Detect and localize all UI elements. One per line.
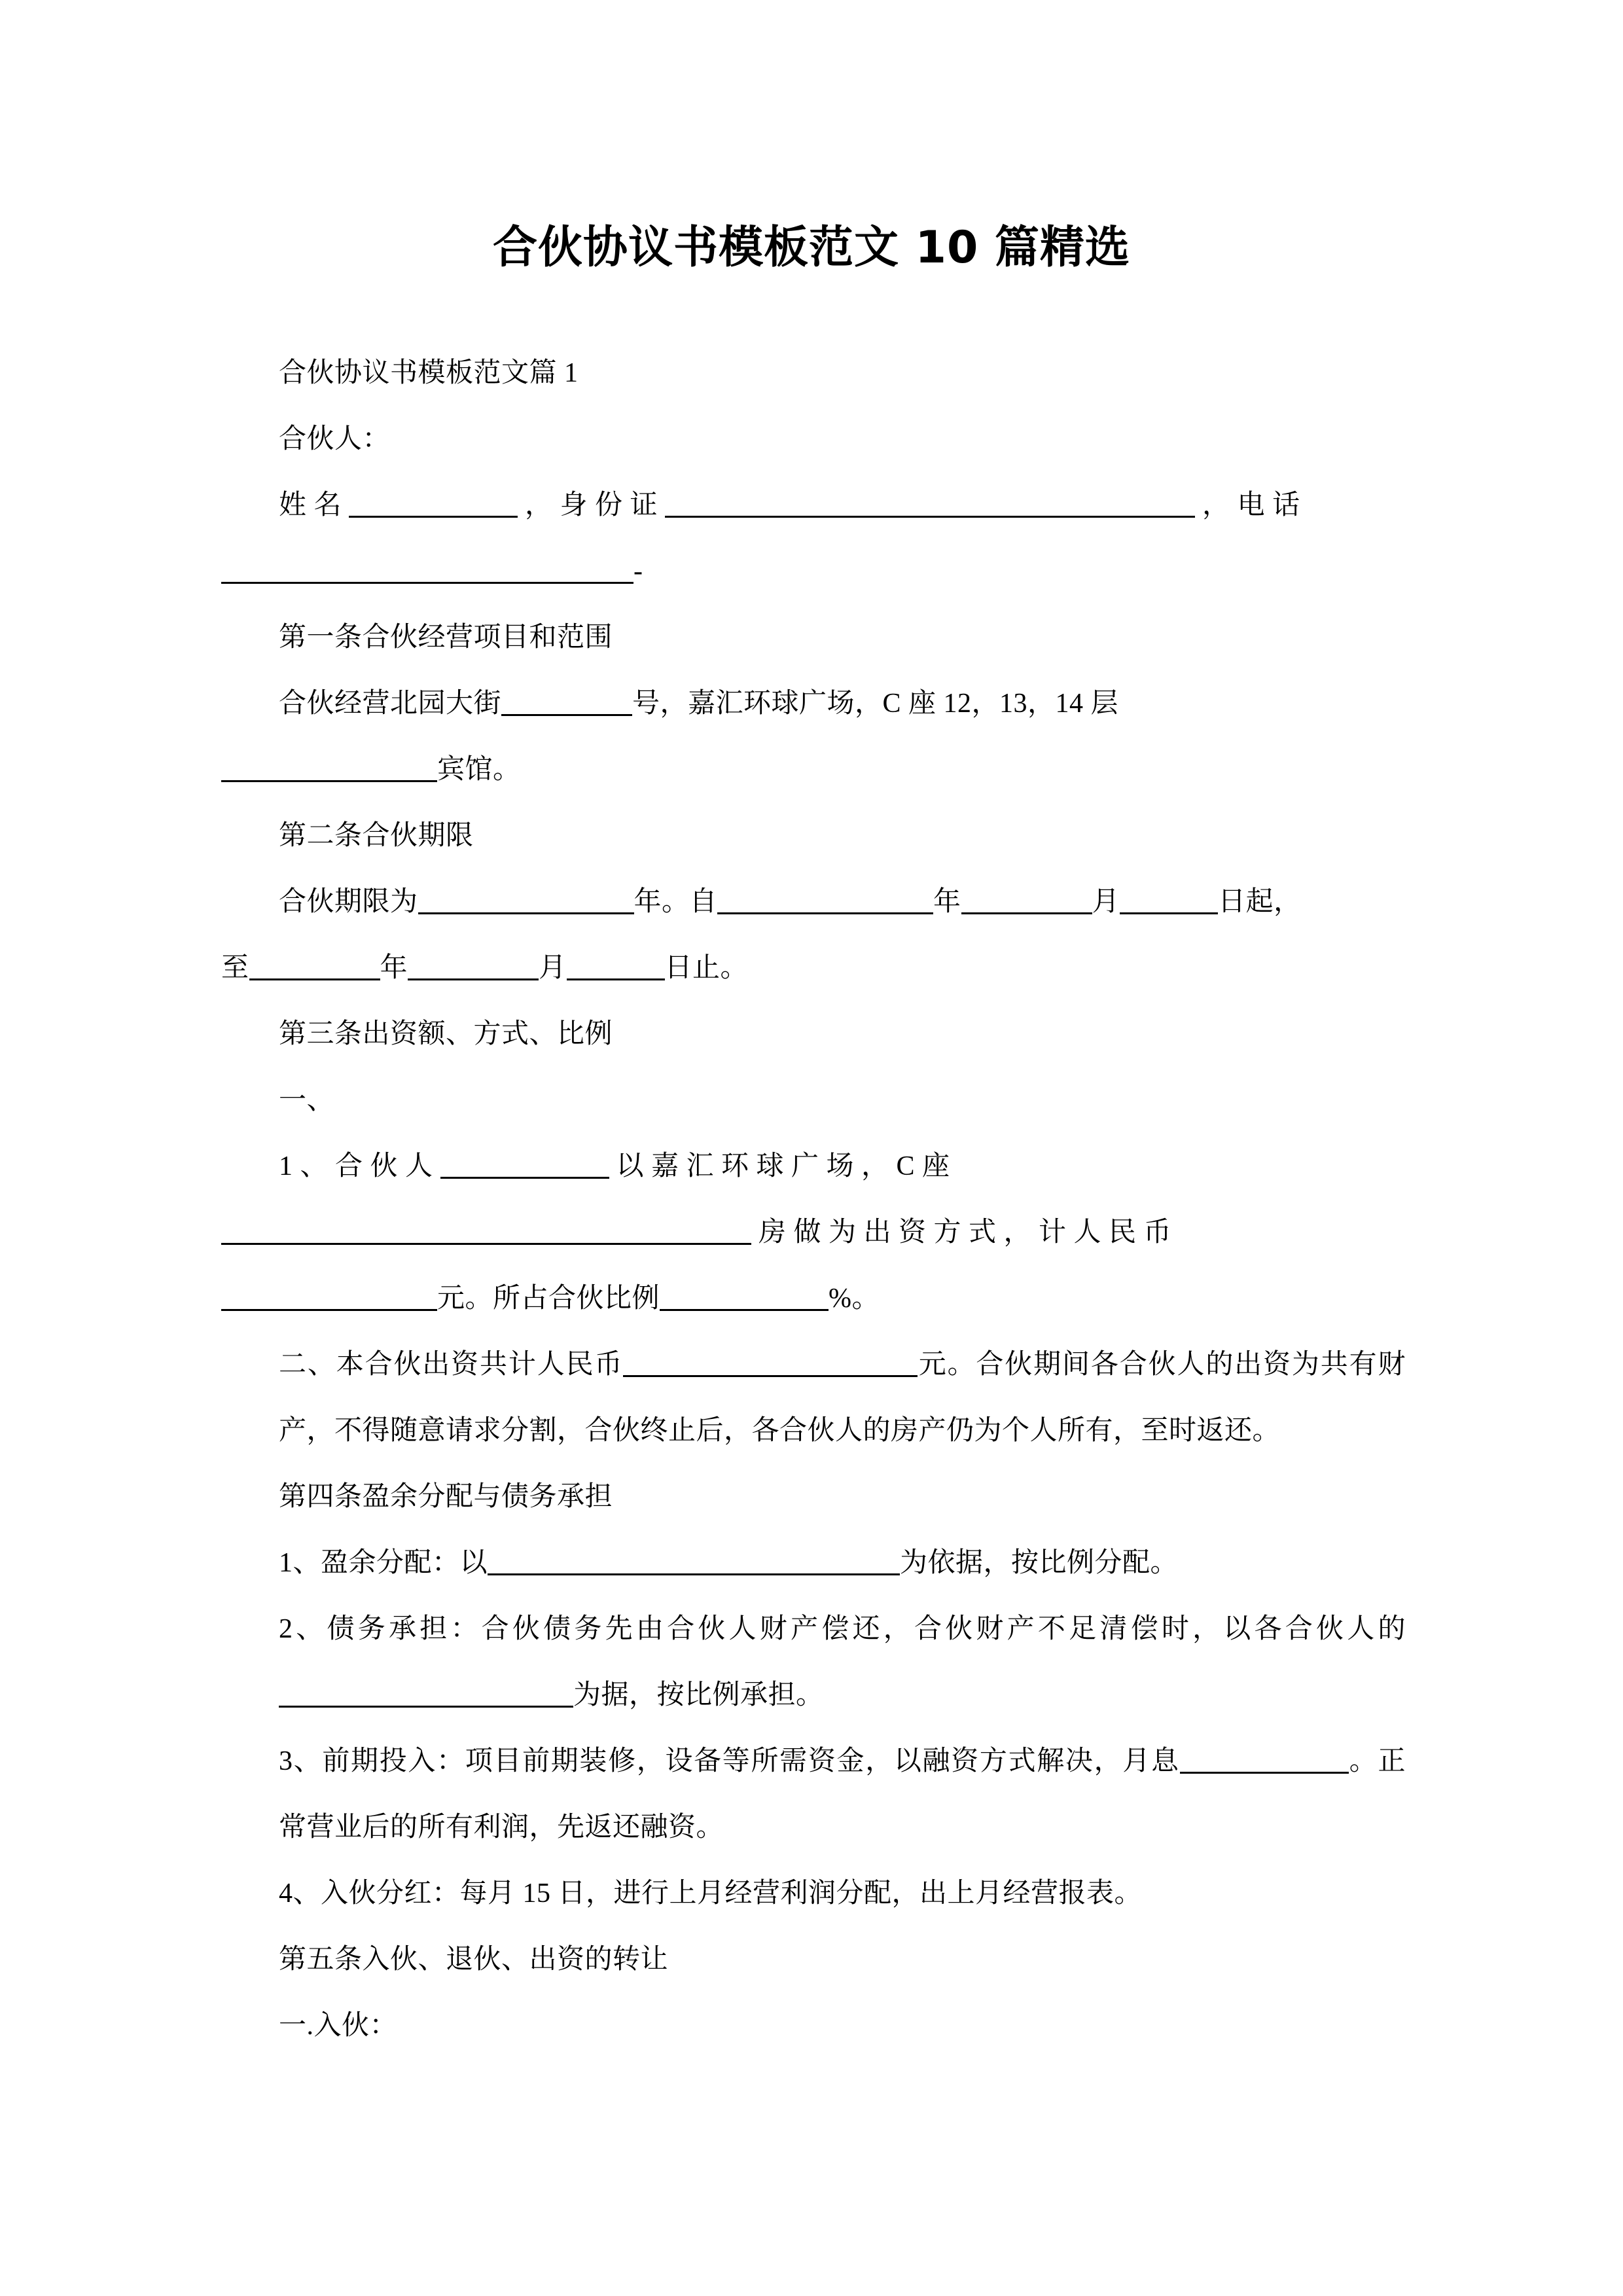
article-3-heading-text: 第三条出资额、方式、比例 — [279, 1019, 613, 1049]
article-4-item-3 — [221, 1729, 1406, 1861]
article-5-heading-text: 第五条入伙、退伙、出资的转让 — [279, 1945, 669, 1975]
street-number-blank — [501, 692, 632, 716]
article-1-heading — [221, 605, 1406, 671]
article-2-text-g: 年 — [380, 953, 408, 983]
comma-1: ， — [525, 490, 553, 520]
trailing-dash: - — [633, 556, 643, 586]
article-3-item-1-continuation-1 — [221, 1200, 1406, 1266]
a4-i3-text-b: 。正常营业后的所有利润，先返还融资。 — [279, 1746, 1406, 1842]
page-title: 合伙协议书模板范文 10 篇精选 — [493, 221, 1130, 274]
partner-identity-continuation — [221, 539, 1406, 605]
name-label: 姓 名 — [279, 490, 342, 520]
term-years-blank — [418, 890, 634, 914]
profit-basis-blank — [488, 1551, 900, 1575]
article-2-body-continuation — [221, 935, 1406, 1001]
partner-label-text: 合伙人： — [279, 424, 391, 454]
end-day-blank — [567, 956, 665, 980]
article-2-text-h: 月 — [539, 953, 567, 983]
section-heading-text: 合伙协议书模板范文篇 1 — [279, 358, 579, 388]
article-2-heading-text: 第二条合伙期限 — [279, 821, 474, 851]
a4-i4-text: 4、入伙分红：每月 15 日，进行上月经营利润分配，出上月经营报表。 — [279, 1878, 1143, 1909]
article-5-heading — [221, 1927, 1406, 1993]
article-1-text-a: 合伙经营北园大街 — [279, 689, 502, 719]
a3-i1-text-c: 房 做 为 出 资 方 式 ， 计 人 民 币 — [758, 1217, 1172, 1247]
partner-name-blank — [440, 1155, 609, 1179]
article-5-item-one-text: 一.入伙： — [279, 2011, 398, 2041]
debt-basis-blank — [279, 1683, 573, 1708]
article-3-item-one-text: 一、 — [279, 1085, 335, 1115]
article-4-item-2 — [221, 1596, 1406, 1729]
start-day-blank — [1120, 890, 1218, 914]
article-4-heading — [221, 1464, 1406, 1530]
total-contribution-blank — [623, 1353, 918, 1377]
start-year-blank — [717, 890, 933, 914]
end-year-blank — [249, 956, 380, 980]
article-2-body — [221, 869, 1406, 935]
article-4-item-4 — [221, 1861, 1406, 1927]
a4-i2-text-a: 2、债务承担：合伙债务先由合伙人财产偿还，合伙财产不足清偿时，以各合伙人的 — [279, 1614, 1406, 1644]
partner-identity-paragraph — [221, 473, 1406, 539]
article-2-text-d: 月 — [1092, 887, 1120, 917]
article-3-item-1 — [221, 1134, 1406, 1200]
phone-label: 电 话 — [1237, 490, 1300, 520]
comma-2: ， — [1202, 490, 1230, 520]
monthly-interest-blank — [1180, 1749, 1349, 1774]
hotel-name-blank — [221, 758, 437, 782]
share-percent-blank — [660, 1287, 829, 1311]
article-5-item-one — [221, 1993, 1406, 2059]
a4-i3-text-a: 3、前期投入：项目前期装修，设备等所需资金，以融资方式解决，月息 — [279, 1746, 1180, 1776]
article-2-heading — [221, 803, 1406, 869]
partner-label-paragraph — [221, 406, 1406, 473]
a3-i2-text-a: 二、本合伙出资共计人民币 — [279, 1350, 624, 1380]
article-1-heading-text: 第一条合伙经营项目和范围 — [279, 622, 613, 653]
document-body — [221, 340, 1406, 2059]
start-month-blank — [961, 890, 1092, 914]
id-blank — [665, 493, 1195, 518]
article-3-item-2 — [221, 1332, 1406, 1464]
amount-rmb-blank — [221, 1287, 437, 1311]
a3-i1-text-d: 元。所占合伙比例 — [437, 1283, 660, 1314]
name-blank — [349, 493, 518, 518]
phone-blank — [221, 560, 633, 584]
article-2-text-i: 日止。 — [664, 953, 749, 983]
a4-i2-text-b: 为据，按比例承担。 — [573, 1680, 824, 1710]
a3-i2-text-b: 元。合伙期间各合伙人的出资为共有财产，不得随意请求分割，合伙终止后，各合伙人的房产仍为个人所有，至时返还。 — [279, 1350, 1406, 1446]
article-2-text-f: 至 — [221, 953, 249, 983]
article-1-body — [221, 671, 1406, 737]
a3-i1-text-e: %。 — [829, 1283, 880, 1314]
article-3-item-one — [221, 1067, 1406, 1134]
id-label: 身 份 证 — [560, 490, 658, 520]
article-1-text-c: 宾馆。 — [437, 755, 521, 785]
article-4-heading-text: 第四条盈余分配与债务承担 — [279, 1482, 613, 1512]
room-number-blank — [221, 1221, 751, 1245]
article-2-text-a: 合伙期限为 — [279, 887, 418, 917]
article-3-heading — [221, 1001, 1406, 1067]
article-2-text-c: 年 — [933, 887, 961, 917]
article-2-text-b: 年。自 — [633, 887, 718, 917]
article-3-item-1-continuation-2 — [221, 1266, 1406, 1332]
a4-i1-text-b: 为依据，按比例分配。 — [900, 1548, 1179, 1578]
a4-i1-text-a: 1、盈余分配：以 — [279, 1548, 488, 1578]
article-1-text-b: 号，嘉汇环球广场，C 座 12，13，14 层 — [632, 689, 1119, 719]
a3-i1-text-a: 1 、 合 伙 人 — [279, 1151, 433, 1181]
article-2-text-e: 日起， — [1218, 887, 1302, 917]
article-1-body-continuation — [221, 737, 1406, 803]
a3-i1-text-b: 以 嘉 汇 环 球 广 场 ， C 座 — [616, 1151, 950, 1181]
end-month-blank — [408, 956, 539, 980]
article-4-item-1 — [221, 1530, 1406, 1596]
section-heading — [221, 340, 1406, 406]
